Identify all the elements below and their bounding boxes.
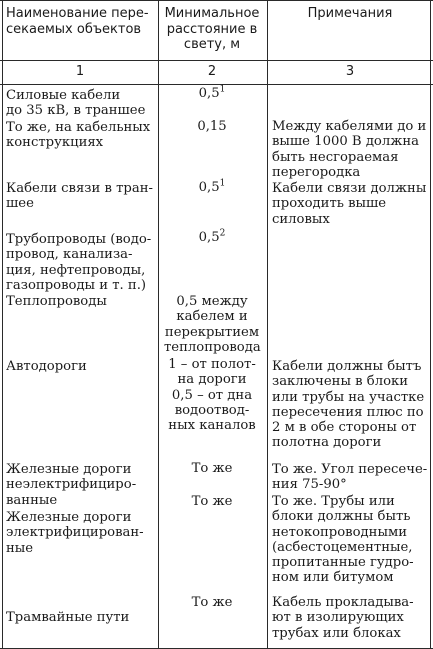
row-distance: $0,5^1$	[198, 84, 226, 101]
header-name: Наименование пере- секаемых объектов	[6, 6, 149, 37]
column-divider-1	[158, 0, 159, 649]
row-name: Трамвайные пути	[6, 610, 130, 625]
row-distance: $0,5^1$	[198, 178, 226, 195]
row-distance: $0,5^2$	[198, 228, 226, 245]
row-name: Кабели связи в тран- шее	[6, 181, 153, 212]
table-top-border	[0, 0, 433, 1]
row-name: Железные дороги электрифицирован- ные	[6, 510, 144, 556]
row-distance: То же	[191, 461, 233, 476]
row-name: Силовые кабели до 35 кВ, в траншее	[6, 88, 146, 119]
row-name: Трубопроводы (водо- провод, канализа- ция, нефтепроводы, газопроводы и т. п.)	[6, 232, 152, 293]
column-number-3: 3	[345, 64, 355, 79]
row-distance: 1 – от полот- на дороги 0,5 – от дна водоотвод- ных каналов	[168, 357, 256, 434]
row-distance: То же	[191, 494, 233, 509]
row-note: То же. Угол пересече- ния 75-90°	[272, 462, 428, 493]
row-distance: То же	[191, 595, 233, 610]
row-name: Железные дороги неэлектрифициро- ванные	[6, 462, 137, 508]
column-number-1: 1	[75, 64, 85, 79]
column-divider-2	[267, 0, 268, 649]
row-name: Теплопроводы	[6, 294, 107, 309]
row-note: Кабели должны бытъ заключены в блоки или трубы на участке пересечения плюс по 2 м в обе стороны от полотна дороги	[272, 359, 425, 451]
column-number-2: 2	[207, 64, 217, 79]
table-right-border	[430, 0, 431, 649]
row-note: То же. Трубы или блоки должны быть нетокопроводными (асбестоцементные, пропитанные гудро- ном или битумом	[272, 494, 414, 586]
row-note: Между кабелями до и выше 1000 В должна быть несгораемая перегородка	[272, 119, 427, 180]
header-divider	[0, 60, 433, 61]
row-name: Автодороги	[6, 359, 87, 374]
table-left-border	[2, 0, 3, 649]
row-note: Кабели связи должны проходить выше силовых	[272, 181, 427, 227]
row-distance: 0,5 между кабелем и перекрытием теплопровода	[164, 294, 261, 355]
header-distance: Минимальное расстояние в свету, м	[164, 6, 260, 52]
header-notes: Примечания	[307, 6, 393, 21]
row-distance: 0,15	[197, 119, 227, 134]
row-note: Кабель прокладыва- ют в изолирующих трубах или блоках	[272, 595, 414, 641]
numbers-divider	[0, 84, 433, 85]
row-name: То же, на кабельных конструкциях	[6, 120, 151, 151]
